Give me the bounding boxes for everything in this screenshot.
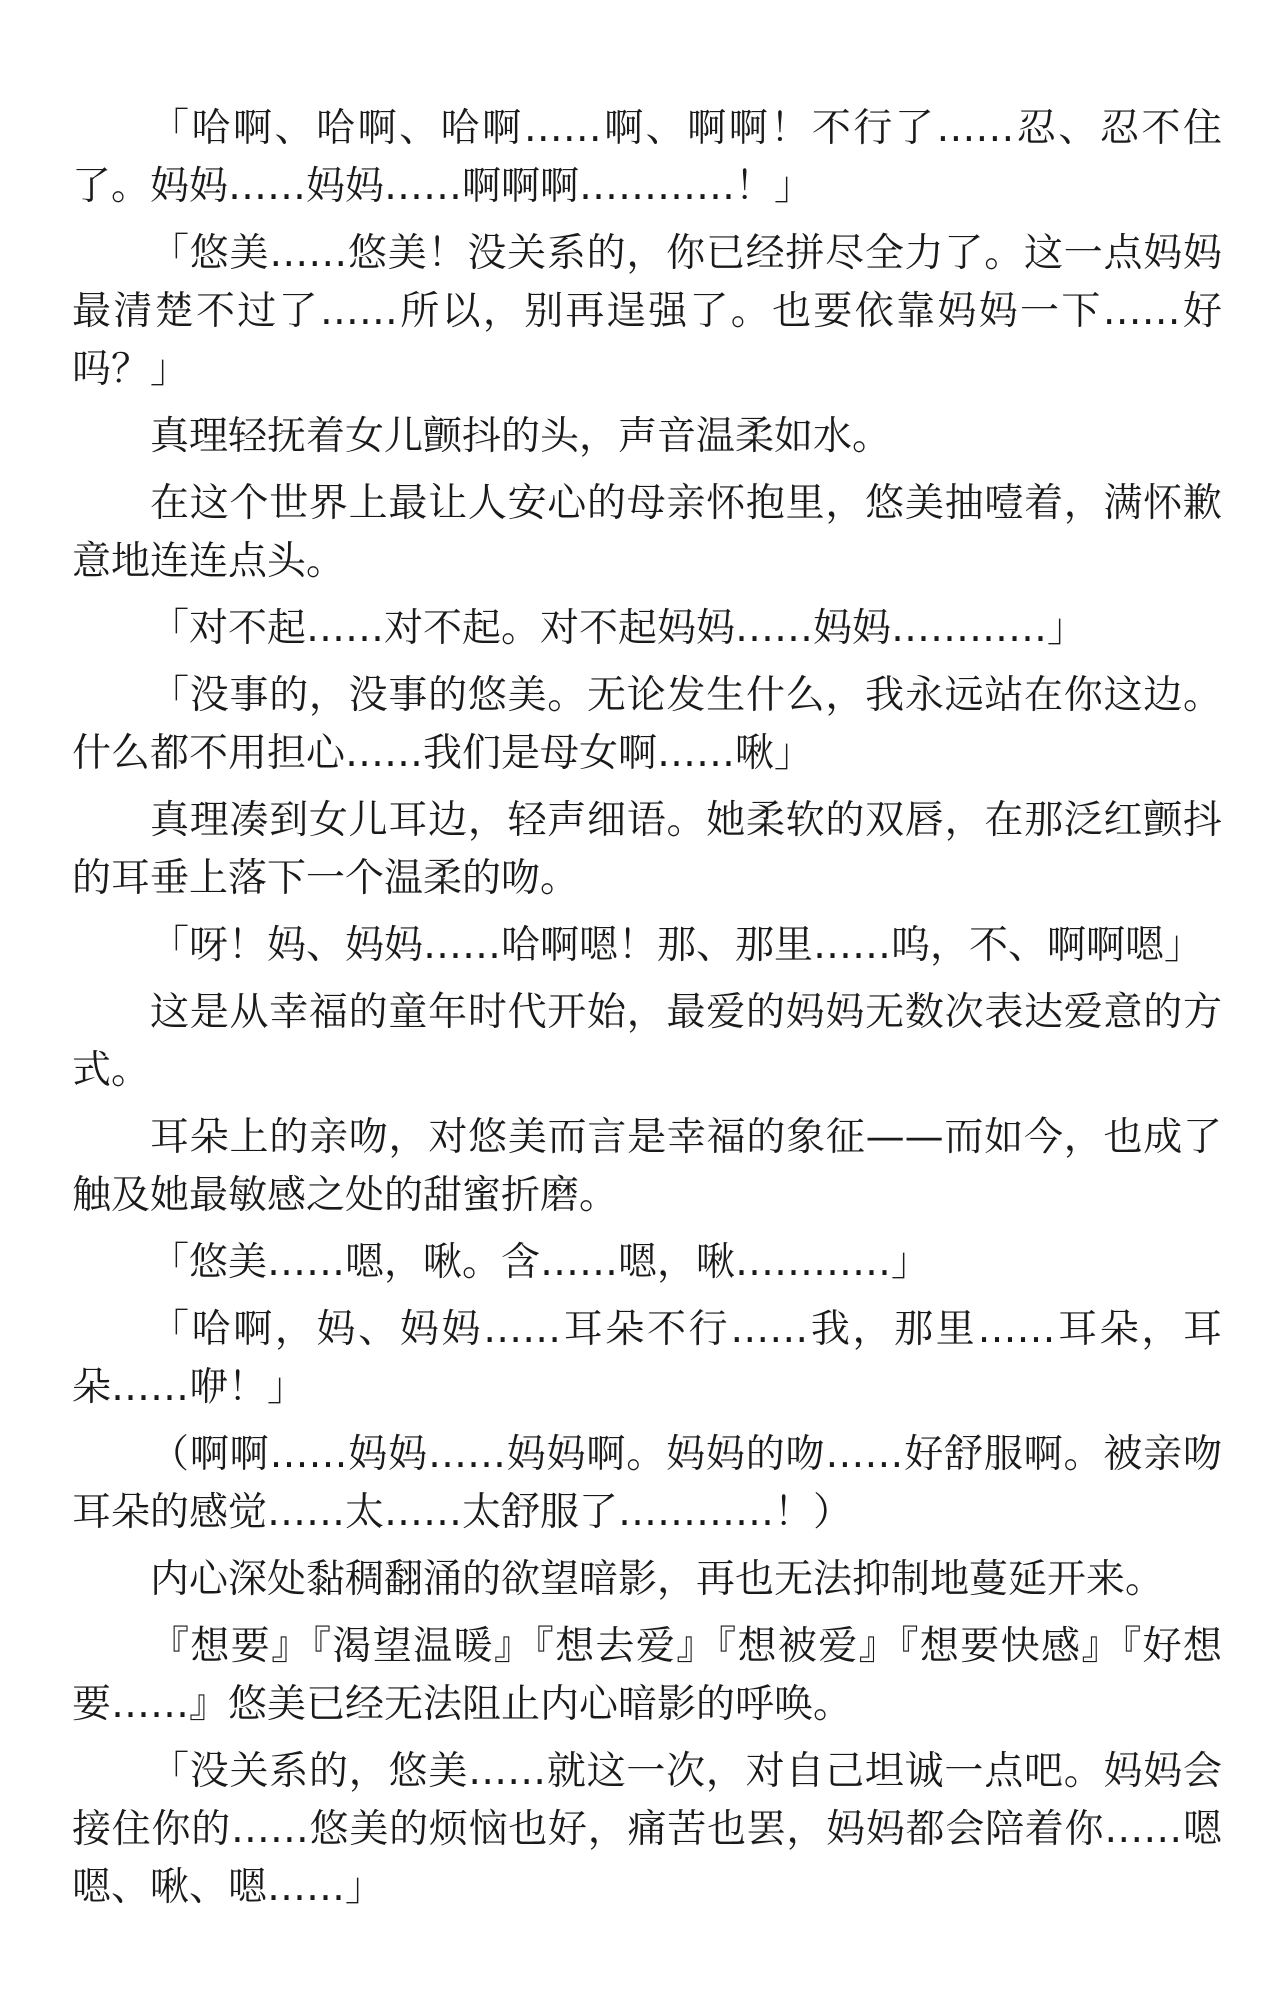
document-body [72,100,1222,1926]
paragraph: 这是从幸福的童年时代开始，最爱的妈妈无数次表达爱意的方式。 [72,990,1222,1093]
paragraph: 「悠美……嗯，啾。含……嗯，啾…………」 [150,1240,931,1285]
paragraph: 「没关系的，悠美……就这一次，对自己坦诚一点吧。妈妈会接住你的……悠美的烦恼也好，痛苦也罢，妈妈都会陪着你……嗯嗯、啾、嗯……」 [72,1749,1222,1910]
paragraph: 在这个世界上最让人安心的母亲怀抱里，悠美抽噎着，满怀歉意地连连点头。 [72,481,1222,584]
paragraph: 真理凑到女儿耳边，轻声细语。她柔软的双唇，在那泛红颤抖的耳垂上落下一个温柔的吻。 [72,798,1222,901]
paragraph: （啊啊……妈妈……妈妈啊。妈妈的吻……好舒服啊。被亲吻耳朵的感觉……太……太舒服了…………！） [72,1432,1222,1535]
paragraph: 『想要』『渴望温暖』『想去爱』『想被爱』『想要快感』『好想要……』悠美已经无法阻止内心暗影的呼唤。 [72,1624,1222,1727]
paragraph: 内心深处黏稠翻涌的欲望暗影，再也无法抑制地蔓延开来。 [150,1557,1165,1602]
paragraph: 「对不起……对不起。对不起妈妈……妈妈…………」 [150,606,1087,651]
paragraph: 「没事的，没事的悠美。无论发生什么，我永远站在你这边。什么都不用担心……我们是母女啊……啾」 [72,673,1222,776]
paragraph: 「哈啊，妈、妈妈……耳朵不行……我，那里……耳朵，耳朵……咿！」 [72,1307,1222,1410]
paragraph: 「呀！妈、妈妈……哈啊嗯！那、那里……呜，不、啊啊嗯」 [150,923,1204,968]
paragraph: 「哈啊、哈啊、哈啊……啊、啊啊！不行了……忍、忍不住了。妈妈……妈妈……啊啊啊…………！」 [72,106,1222,209]
paragraph: 耳朵上的亲吻，对悠美而言是幸福的象征——而如今，也成了触及她最敏感之处的甜蜜折磨。 [72,1115,1222,1218]
paragraph: 真理轻抚着女儿颤抖的头，声音温柔如水。 [150,414,892,459]
paragraph: 「悠美……悠美！没关系的，你已经拼尽全力了。这一点妈妈最清楚不过了……所以，别再逞强了。也要依靠妈妈一下……好吗？」 [72,231,1222,392]
